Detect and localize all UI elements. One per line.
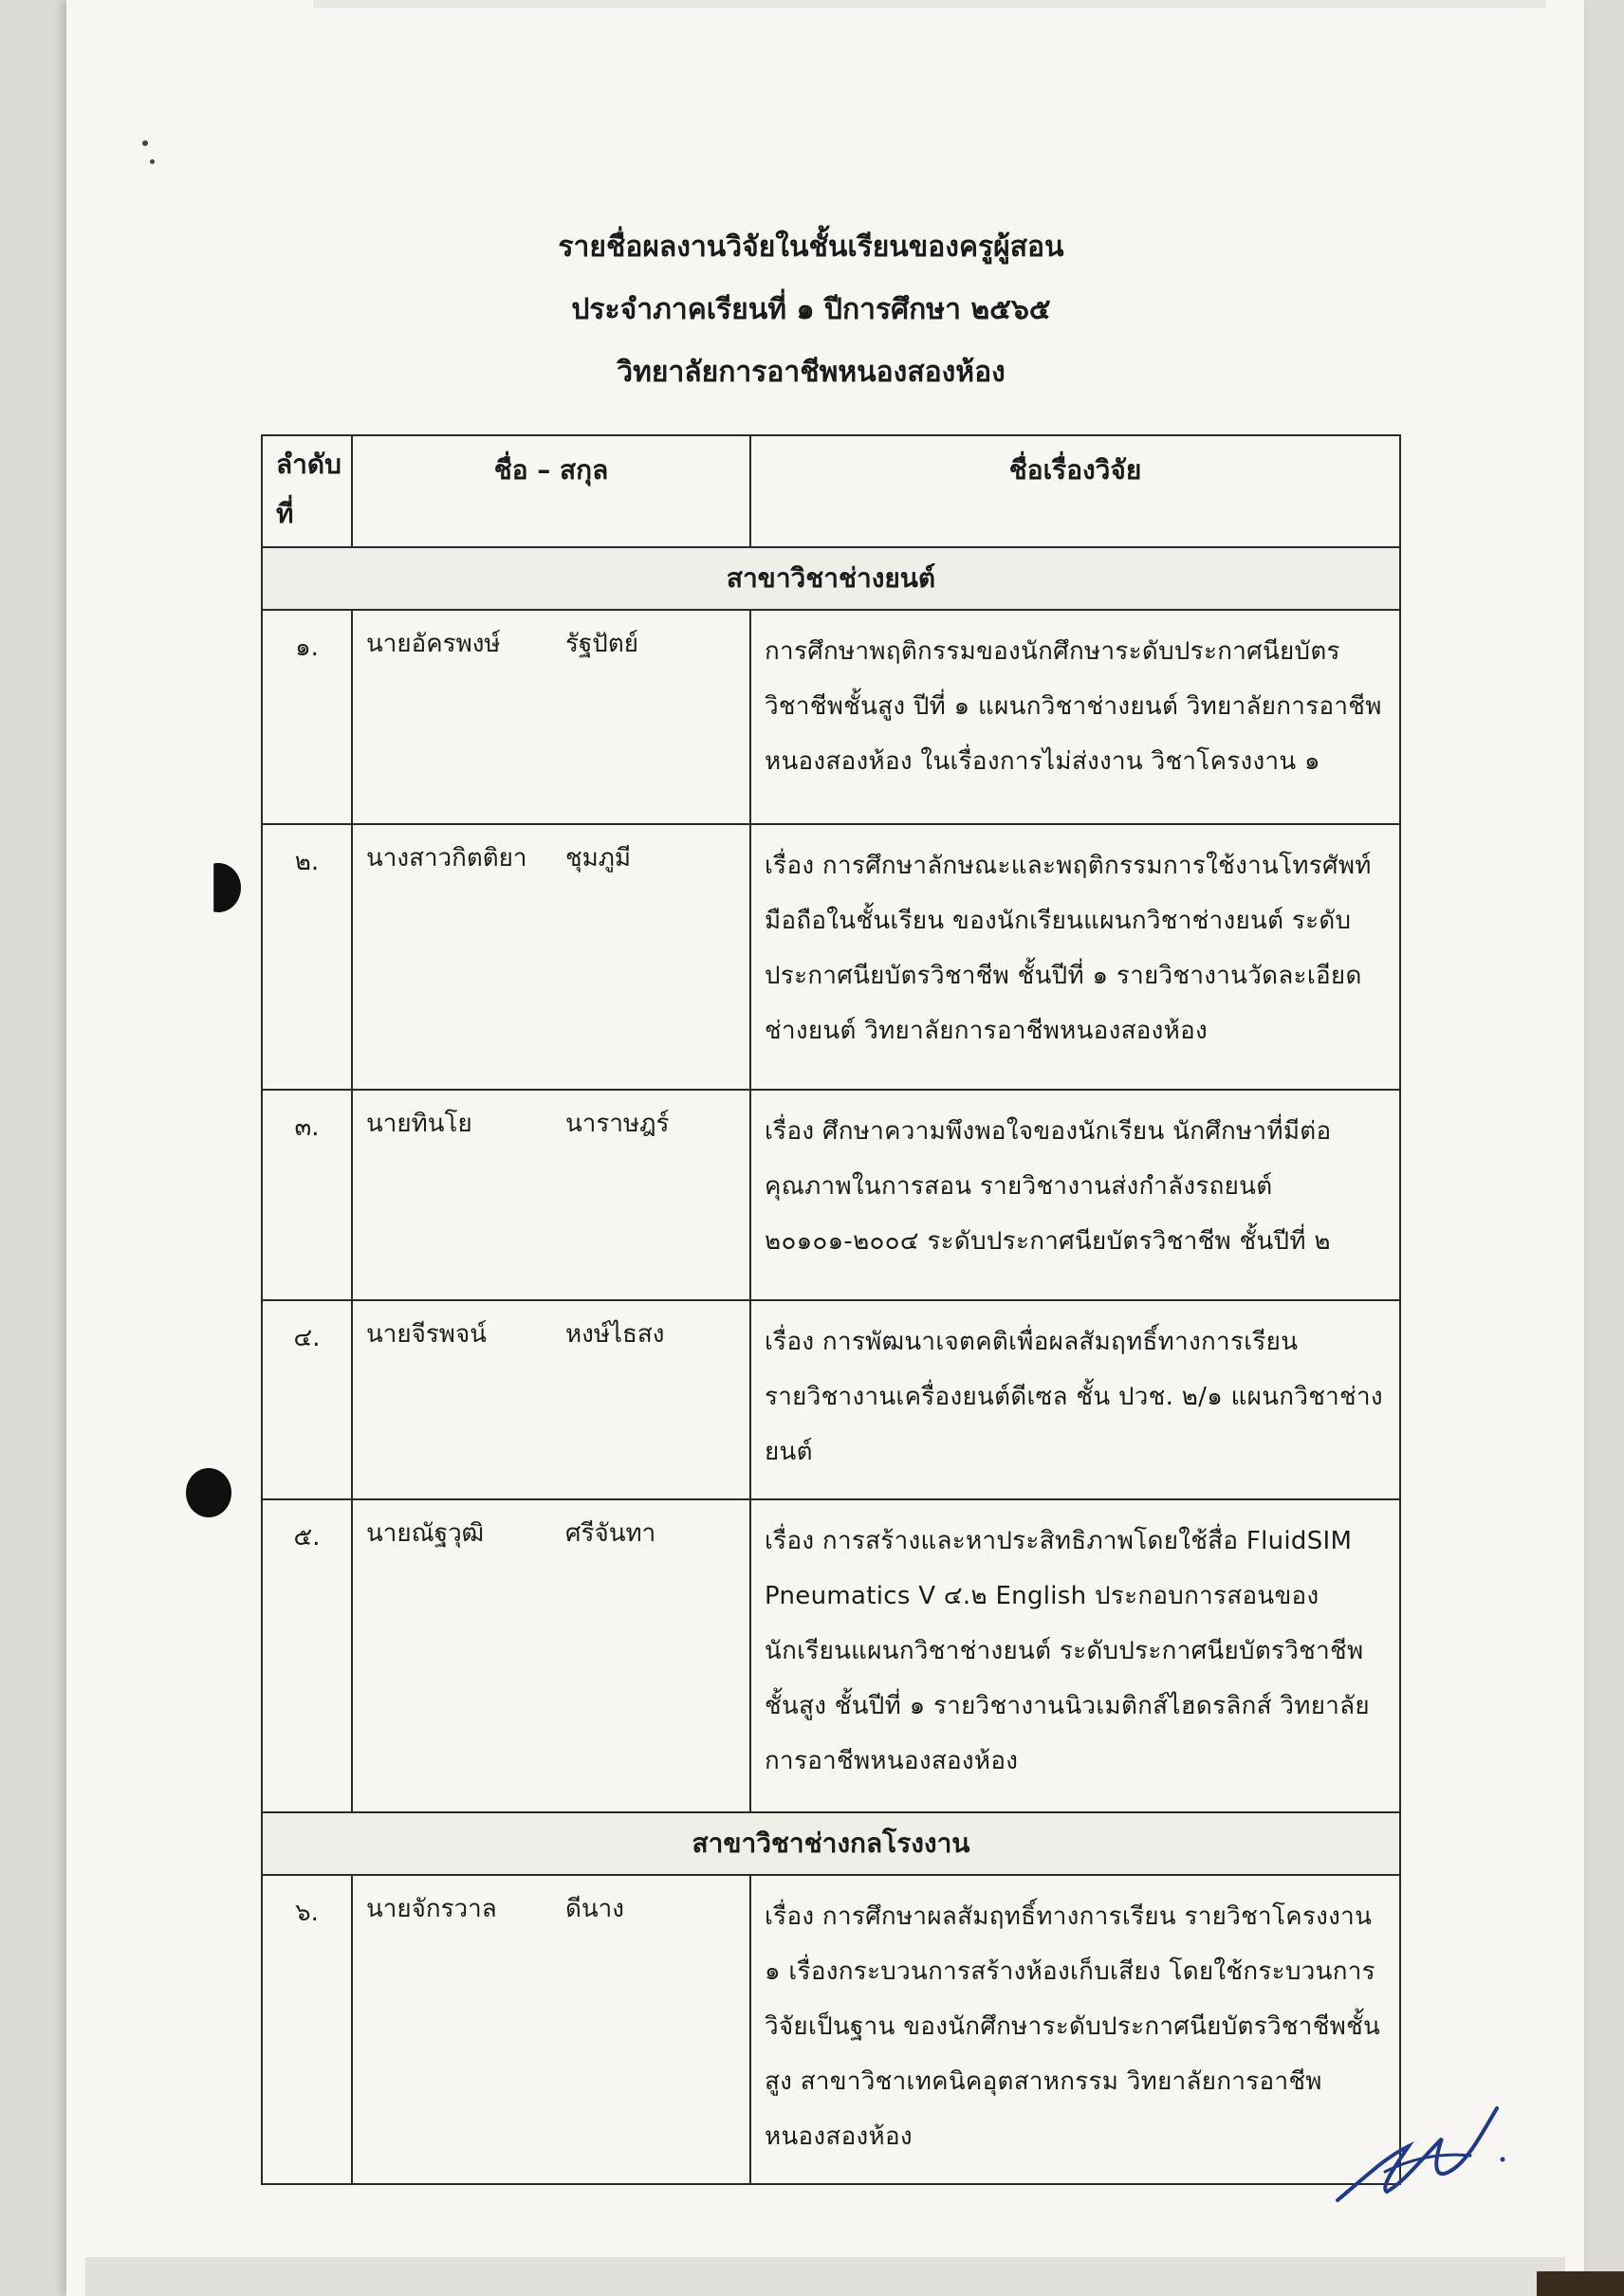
research-list-table — [261, 434, 1401, 2185]
first-name: นายทินโย — [366, 1110, 472, 1138]
table-row — [262, 610, 1400, 824]
last-name: หงษ์ไธสง — [565, 1320, 665, 1349]
table-row — [262, 1300, 1400, 1499]
header-topic: ชื่อเรื่องวิจัย — [750, 435, 1400, 547]
title-line-3: วิทยาลัยการอาชีพหนองสองห้อง — [617, 356, 1006, 389]
row-topic: เรื่อง ศึกษาความพึงพอใจของนักเรียน นักศึกษาที่มีต่อคุณภาพในการสอน รายวิชางานส่งกำลังรถยนต์ ๒๐๑๐๑-๒๐๐๔ ระดับประกาศนียบัตรวิชาชีพ ชั้นปีที่ ๒ — [750, 1090, 1400, 1300]
header-name: ชื่อ – สกุล — [352, 435, 750, 547]
row-topic: เรื่อง การศึกษาลักษณะและพฤติกรรมการใช้งานโทรศัพท์มือถือในชั้นเรียน ของนักเรียนแผนกวิชาช่างยนต์ ระดับประกาศนียบัตรวิชาชีพ ชั้นปีที่ ๑ รายวิชางานวัดละเอียดช่างยนต์ วิทยาลัยการอาชีพหนองสองห้อง — [750, 824, 1400, 1090]
punch-hole-lower — [186, 1468, 231, 1517]
speck-mark — [150, 159, 155, 164]
last-name: รัฐปัตย์ — [565, 630, 638, 658]
section-title-auto-mechanics: สาขาวิชาช่างยนต์ — [262, 547, 1400, 610]
row-name — [352, 824, 750, 1090]
title-line-1: รายชื่อผลงานวิจัยในชั้นเรียนของครูผู้สอน — [558, 230, 1064, 264]
row-number: ๒. — [262, 824, 352, 1090]
first-name: นายอัครพงษ์ — [366, 630, 501, 658]
table-header-row — [262, 435, 1400, 547]
row-topic: เรื่อง การพัฒนาเจตคติเพื่อผลสัมฤทธิ์ทางการเรียน รายวิชางานเครื่องยนต์ดีเซล ชั้น ปวช. ๒/๑ แผนกวิชาช่างยนต์ — [750, 1300, 1400, 1499]
section-row — [262, 547, 1400, 610]
table-row — [262, 1499, 1400, 1812]
signature-stroke — [1338, 2108, 1497, 2200]
table-row — [262, 824, 1400, 1090]
background-corner — [1537, 2271, 1624, 2296]
header-number-line-2: ที่ — [276, 498, 294, 529]
paper-edge-bottom — [85, 2257, 1565, 2296]
signature-dot — [1501, 2158, 1505, 2162]
last-name: ชุมภูมี — [565, 844, 632, 872]
row-topic: เรื่อง การสร้างและหาประสิทธิภาพโดยใช้สื่อ FluidSIM Pneumatics V ๔.๒ English ประกอบการสอนของนักเรียนแผนกวิชาช่างยนต์ ระดับประกาศนียบัตรวิชาชีพชั้นสูง ชั้นปีที่ ๑ รายวิชางานนิวเมติกส์ไฮดรลิกส์ วิทยาลัยการอาชีพหนองสองห้อง — [750, 1499, 1400, 1812]
first-name: นางสาวกิตติยา — [366, 844, 527, 872]
row-name — [352, 610, 750, 824]
signature-mark — [1328, 2101, 1508, 2214]
first-name: นายจีรพจน์ — [366, 1320, 487, 1349]
row-name — [352, 1300, 750, 1499]
section-title-machine-shop: สาขาวิชาช่างกลโรงงาน — [262, 1812, 1400, 1875]
table-row — [262, 1090, 1400, 1300]
last-name: นาราษฎร์ — [565, 1110, 670, 1138]
document-title-block — [313, 216, 1309, 404]
paper-edge-top — [313, 0, 1546, 8]
table-row — [262, 1875, 1400, 2184]
row-name — [352, 1499, 750, 1812]
first-name: นายณัฐวุฒิ — [366, 1519, 485, 1548]
row-number: ๖. — [262, 1875, 352, 2184]
header-number-line-1: ลำดับ — [276, 449, 341, 480]
title-line-2: ประจำภาคเรียนที่ ๑ ปีการศึกษา ๒๕๖๕ — [571, 293, 1051, 326]
row-number: ๔. — [262, 1300, 352, 1499]
row-name — [352, 1875, 750, 2184]
first-name: นายจักรวาล — [366, 1895, 497, 1923]
header-number — [262, 435, 352, 547]
row-topic: เรื่อง การศึกษาผลสัมฤทธิ์ทางการเรียน รายวิชาโครงงาน ๑ เรื่องกระบวนการสร้างห้องเก็บเสียง โดยใช้กระบวนการวิจัยเป็นฐาน ของนักศึกษาระดับประกาศนียบัตรวิชาชีพชั้นสูง สาขาวิชาเทคนิคอุตสาหกรรม วิทยาลัยการอาชีพหนองสองห้อง — [750, 1875, 1400, 2184]
row-name — [352, 1090, 750, 1300]
row-number: ๓. — [262, 1090, 352, 1300]
speck-mark — [142, 140, 148, 146]
row-number: ๕. — [262, 1499, 352, 1812]
last-name: ดีนาง — [565, 1895, 624, 1923]
section-row — [262, 1812, 1400, 1875]
last-name: ศรีจันทา — [565, 1519, 656, 1548]
row-topic: การศึกษาพฤติกรรมของนักศึกษาระดับประกาศนียบัตรวิชาชีพชั้นสูง ปีที่ ๑ แผนกวิชาช่างยนต์ วิทยาลัยการอาชีพหนองสองห้อง ในเรื่องการไม่ส่งงาน วิชาโครงงาน ๑ — [750, 610, 1400, 824]
row-number: ๑. — [262, 610, 352, 824]
